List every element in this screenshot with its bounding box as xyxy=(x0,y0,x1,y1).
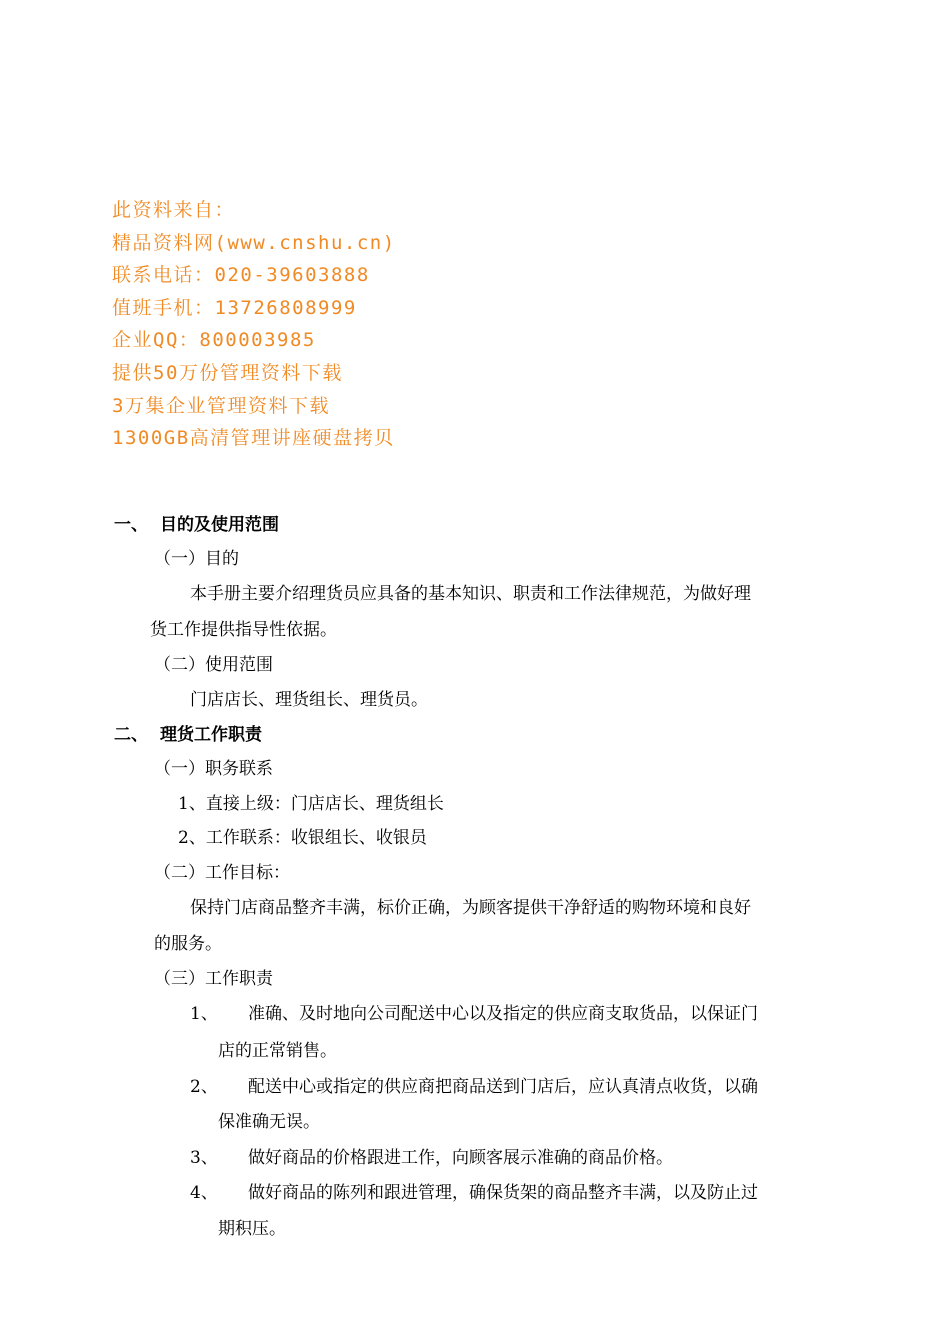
paragraph-line: 保持门店商品整齐丰满，标价正确，为顾客提供干净舒适的购物环境和良好 xyxy=(190,898,751,918)
section-title: 理货工作职责 xyxy=(160,725,262,745)
subsection-label: （三）工作职责 xyxy=(154,969,273,989)
list-item xyxy=(190,1147,673,1169)
list-item xyxy=(190,1076,758,1098)
subsection-label: （二）工作目标： xyxy=(154,863,290,883)
subsection-label: （一）职务联系 xyxy=(154,759,273,779)
section-heading xyxy=(114,514,279,536)
item-number: 3、 xyxy=(190,1148,218,1168)
subsection-label: （二）使用范围 xyxy=(154,655,273,675)
paragraph-line: 的服务。 xyxy=(154,934,222,954)
promo-line: 精品资料网(www.cnshu.cn) xyxy=(112,231,396,254)
paragraph-line: 货工作提供指导性依据。 xyxy=(150,620,337,640)
item-text: 做好商品的陈列和跟进管理，确保货架的商品整齐丰满，以及防止过 xyxy=(248,1183,758,1203)
section-number: 二、 xyxy=(114,725,148,745)
list-item: 2、工作联系：收银组长、收银员 xyxy=(178,828,427,848)
list-item: 1、直接上级：门店店长、理货组长 xyxy=(178,794,444,814)
list-item xyxy=(190,1003,758,1025)
promo-line: 企业QQ：800003985 xyxy=(112,329,316,352)
list-item xyxy=(190,1182,758,1204)
item-text-continuation: 店的正常销售。 xyxy=(218,1041,337,1061)
promo-line: 联系电话：020-39603888 xyxy=(112,264,370,287)
promo-line: 1300GB高清管理讲座硬盘拷贝 xyxy=(112,427,395,450)
section-heading xyxy=(114,724,262,746)
item-text: 准确、及时地向公司配送中心以及指定的供应商支取货品，以保证门 xyxy=(248,1004,758,1024)
item-text-continuation: 保准确无误。 xyxy=(218,1112,320,1132)
paragraph-line: 本手册主要介绍理货员应具备的基本知识、职责和工作法律规范，为做好理 xyxy=(190,584,751,604)
item-number: 4、 xyxy=(190,1183,218,1203)
section-title: 目的及使用范围 xyxy=(160,515,279,535)
promo-line: 提供50万份管理资料下载 xyxy=(112,361,343,384)
item-text-continuation: 期积压。 xyxy=(218,1219,286,1239)
item-text: 做好商品的价格跟进工作，向顾客展示准确的商品价格。 xyxy=(248,1148,673,1168)
subsection-label: （一）目的 xyxy=(154,549,239,569)
promo-line: 值班手机：13726808999 xyxy=(112,296,357,319)
paragraph-line: 门店店长、理货组长、理货员。 xyxy=(190,690,428,710)
promo-block xyxy=(112,194,396,455)
item-text: 配送中心或指定的供应商把商品送到门店后，应认真清点收货，以确 xyxy=(248,1077,758,1097)
item-number: 1、 xyxy=(190,1004,218,1024)
section-number: 一、 xyxy=(114,515,148,535)
promo-line: 3万集企业管理资料下载 xyxy=(112,394,330,417)
promo-line: 此资料来自： xyxy=(112,199,236,221)
item-number: 2、 xyxy=(190,1077,218,1097)
